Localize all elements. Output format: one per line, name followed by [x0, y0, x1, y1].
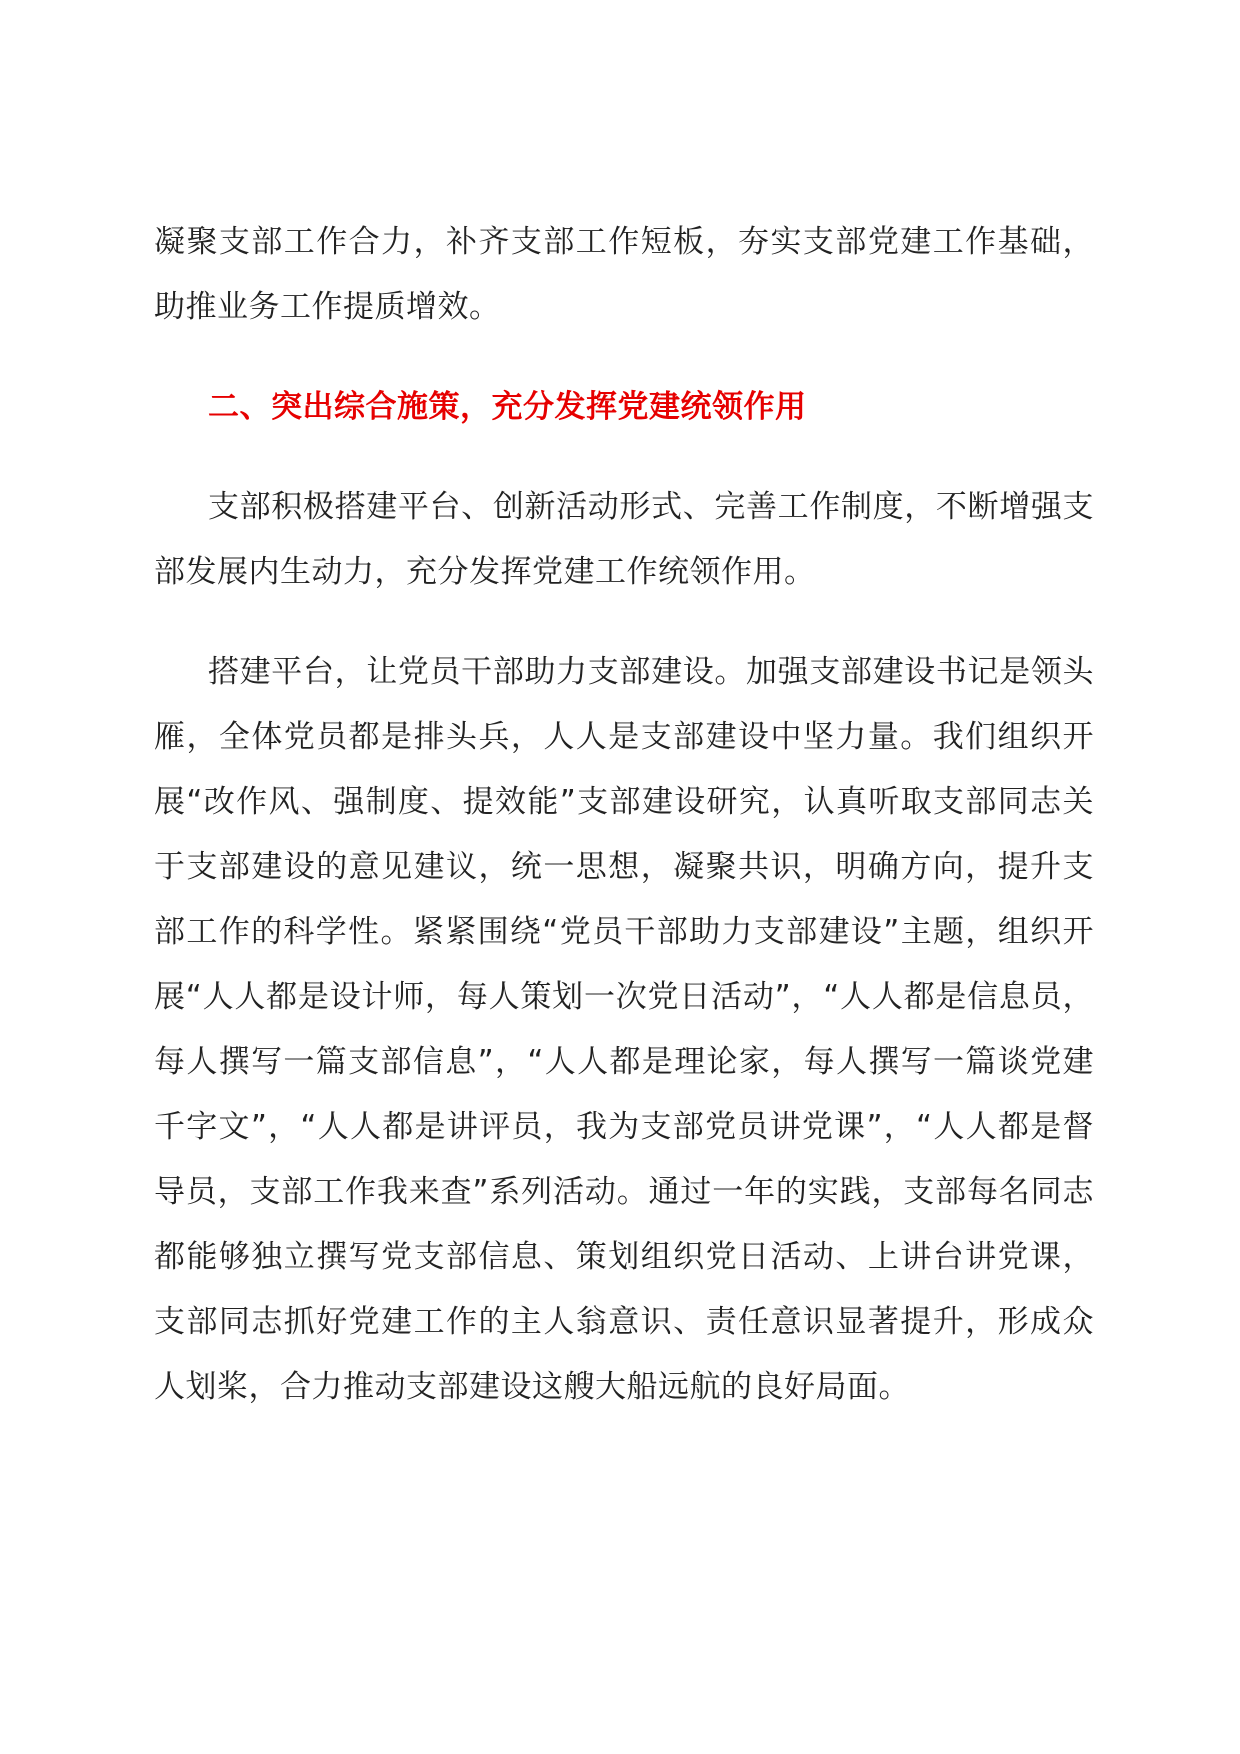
paragraph-continuation: 凝聚支部工作合力，补齐支部工作短板，夯实支部党建工作基础，助推业务工作提质增效。 [154, 224, 1094, 325]
paragraph-intro: 支部积极搭建平台、创新活动形式、完善工作制度，不断增强支部发展内生动力，充分发挥党建工作统领作用。 [154, 489, 1094, 590]
document-body [154, 210, 1094, 1420]
paragraph-platform: 搭建平台，让党员干部助力支部建设。加强支部建设书记是领头雁，全体党员都是排头兵，人人是支部建设中坚力量。我们组织开展“改作风、强制度、提效能”支部建设研究，认真听取支部同志关于支部建设的意见建议，统一思想，凝聚共识，明确方向，提升支部工作的科学性。紧紧围绕“党员干部助力支部建设”主题，组织开展“人人都是设计师，每人策划一次党日活动”，“人人都是信息员，每人撰写一篇支部信息”，“人人都是理论家，每人撰写一篇谈党建千字文”，“人人都是讲评员，我为支部党员讲党课”，“人人都是督导员，支部工作我来查”系列活动。通过一年的实践，支部每名同志都能够独立撰写党支部信息、策划组织党日活动、上讲台讲党课，支部同志抓好党建工作的主人翁意识、责任意识显著提升，形成众人划桨，合力推动支部建设这艘大船远航的良好局面。 [154, 654, 1094, 1405]
section-heading: 二、突出综合施策，充分发挥党建统领作用 [208, 389, 807, 425]
